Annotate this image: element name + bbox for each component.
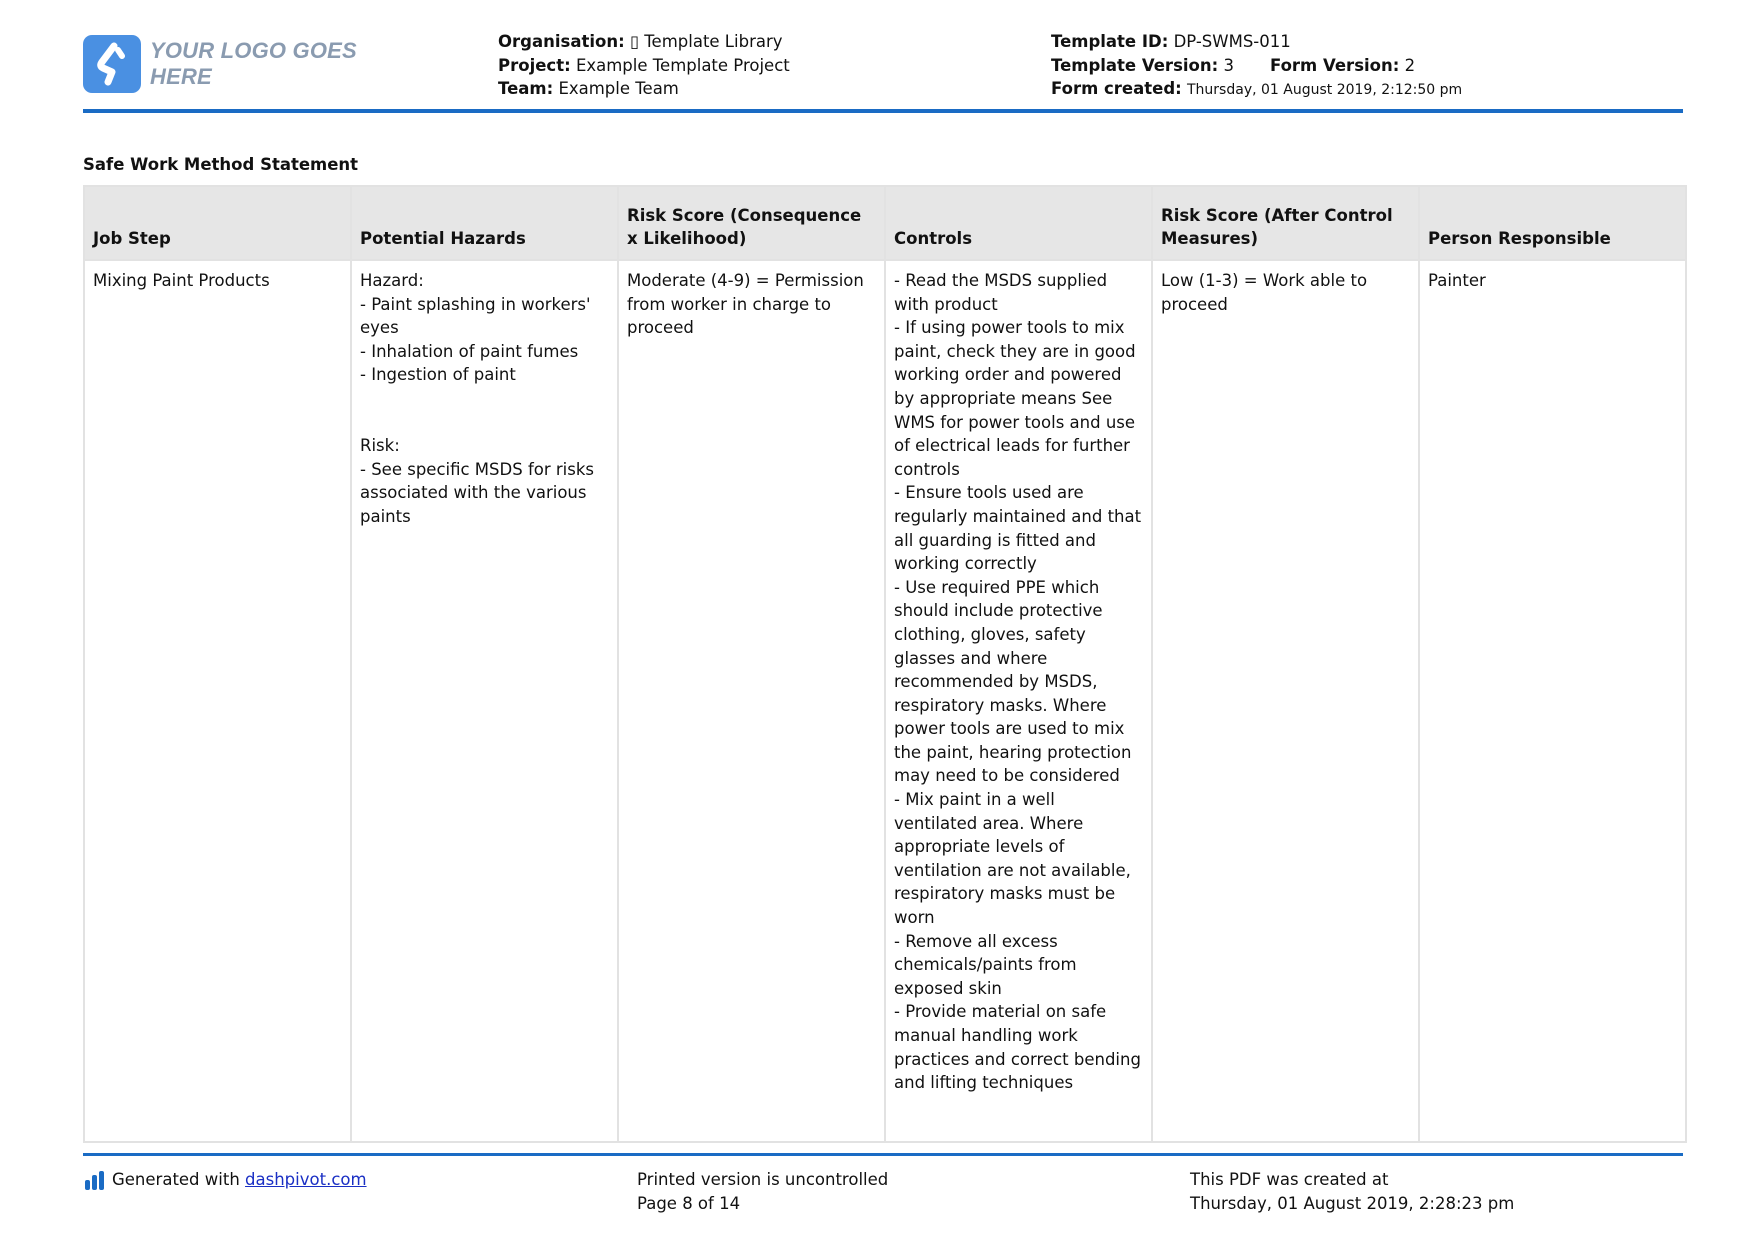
footer-page-info: [637, 1168, 888, 1215]
swms-table: [83, 185, 1687, 1143]
team-value: Example Team: [558, 79, 679, 98]
form-version-label: Form Version:: [1269, 55, 1400, 75]
uncontrolled-notice: Printed version is uncontrolled: [637, 1170, 889, 1189]
spacer: [360, 387, 609, 434]
form-created-label: Form created:: [1051, 79, 1182, 98]
generated-prefix: Generated with: [112, 1170, 240, 1189]
column-header-person-responsible: Person Responsible: [1419, 186, 1686, 260]
template-version-value: 3: [1223, 55, 1234, 75]
column-header-controls: Controls: [885, 186, 1152, 260]
hazard-line: - Inhalation of paint fumes: [360, 341, 579, 361]
project-value: Example Template Project: [575, 55, 790, 75]
header-meta-project: [498, 30, 790, 101]
table-row: [84, 260, 1686, 1142]
column-header-job-step: Job Step: [84, 186, 351, 260]
page-header: [83, 28, 1683, 112]
template-version-label: Template Version:: [1051, 55, 1219, 75]
organisation-label: Organisation:: [498, 32, 625, 51]
column-header-potential-hazards: Potential Hazards: [351, 186, 618, 260]
template-id-label: Template ID:: [1051, 32, 1169, 51]
control-line: - Use required PPE which should include protective clothing, gloves, safety glasses and where recommended by MSDS, respiratory masks. Where power tools are used to mix the paint, hearing protection may need to be considered: [894, 577, 1132, 786]
logo-mark-icon: [83, 35, 141, 93]
table-header-row: [84, 186, 1686, 260]
dashpivot-icon: [85, 1171, 104, 1190]
control-line: - Ensure tools used are regularly maintained and that all guarding is fitted and working correctly: [894, 483, 1142, 574]
form-created-value: Thursday, 01 August 2019, 2:12:50 pm: [1187, 82, 1463, 98]
risk-line: - See specific MSDS for risks associated with the various paints: [360, 459, 594, 526]
footer-divider: [83, 1153, 1683, 1156]
page-number: Page 8 of 14: [637, 1193, 741, 1213]
hazard-line: - Ingestion of paint: [360, 365, 516, 385]
logo-text: YOUR LOGO GOES HERE: [150, 38, 357, 89]
cell-risk-score-after: Low (1-3) = Work able to proceed: [1152, 260, 1419, 1142]
section-title: Safe Work Method Statement: [83, 155, 359, 174]
cell-job-step: Mixing Paint Products: [84, 260, 351, 1142]
control-line: - Mix paint in a well ventilated area. Where appropriate levels of ventilation are not available, respiratory masks must be worn: [894, 790, 1131, 928]
template-id-value: DP-SWMS-011: [1173, 32, 1291, 51]
pdf-created-label: This PDF was created at: [1190, 1170, 1389, 1189]
hazard-line: - Paint splashing in workers' eyes: [360, 294, 591, 338]
control-line: - If using power tools to mix paint, check they are in good working order and powered by appropriate means See WMS for power tools and use of electrical leads for further controls: [894, 318, 1136, 479]
dashpivot-link[interactable]: dashpivot.com: [245, 1170, 367, 1189]
hazard-line: Hazard:: [360, 271, 424, 290]
control-line: - Read the MSDS supplied with product: [894, 271, 1108, 314]
cell-risk-score: Moderate (4-9) = Permission from worker in charge to proceed: [618, 260, 885, 1142]
footer-created: [1190, 1168, 1514, 1215]
header-divider: [83, 109, 1683, 113]
pdf-created-timestamp: Thursday, 01 August 2019, 2:28:23 pm: [1190, 1193, 1515, 1213]
header-meta-template: [1051, 30, 1462, 103]
company-logo: [83, 34, 403, 94]
control-line: - Remove all excess chemicals/paints from exposed skin: [894, 931, 1077, 998]
project-label: Project:: [498, 55, 571, 75]
column-header-risk-score: Risk Score (Consequence x Likelihood): [618, 186, 885, 260]
risk-line: Risk:: [360, 435, 400, 455]
form-version-value: 2: [1404, 55, 1416, 75]
column-header-risk-score-after: Risk Score (After Control Measures): [1152, 186, 1419, 260]
footer-generated: [85, 1168, 367, 1192]
cell-controls: [885, 260, 1152, 1142]
cell-person-responsible: Painter: [1419, 260, 1686, 1142]
organisation-value: ▯ Template Library: [629, 32, 783, 51]
control-line: - Provide material on safe manual handling work practices and correct bending and lifting techniques: [894, 1002, 1141, 1093]
cell-potential-hazards: [351, 260, 618, 1142]
team-label: Team:: [498, 79, 554, 98]
